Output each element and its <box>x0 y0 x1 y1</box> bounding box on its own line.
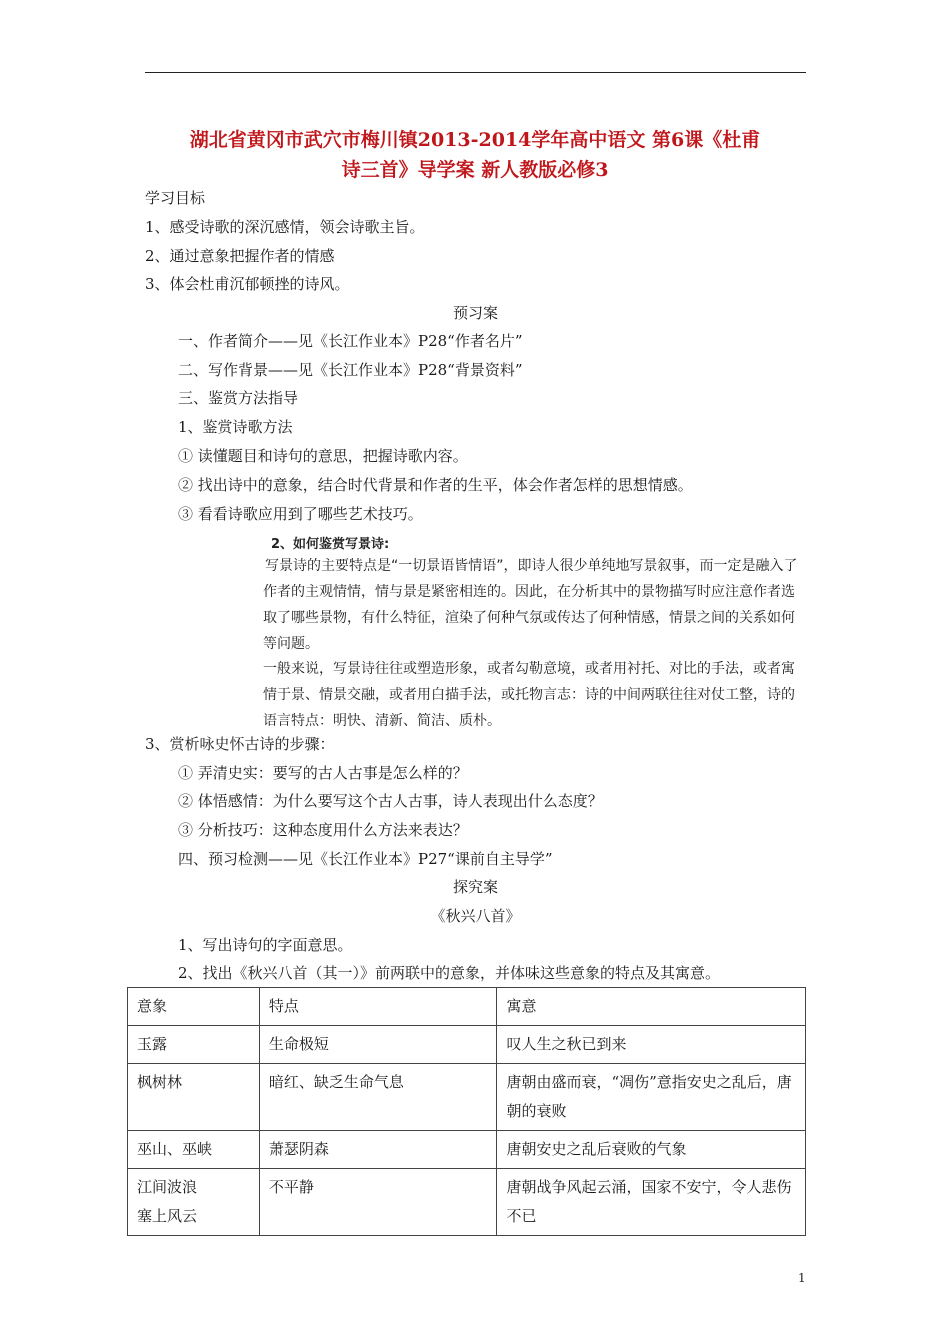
guide-paragraph <box>263 553 808 657</box>
preview-item: 一、作者简介——见《长江作业本》P28“作者名片” <box>178 332 523 350</box>
imagery-table <box>127 987 806 1236</box>
table-row <box>128 1169 806 1236</box>
section-heading-explore: 探究案 <box>452 878 498 896</box>
header-rule <box>145 72 806 73</box>
step-heading: 3、赏析咏史怀古诗的步骤： <box>145 735 335 753</box>
table-cell: 叹人生之秋已到来 <box>497 1026 806 1064</box>
guide-paragraph-text: 写景诗的主要特点是“一切景语皆情语”，即诗人很少单纯地写景叙事，而一定是融入了作者的主观情情，情与景是紧密相连的。因此，在分析其中的景物描写时应注意作者选取了哪些景物，有什么特征，渲染了何种气氛或传达了何种情感，情景之间的关系如何等问题。 <box>263 558 798 652</box>
table-row <box>128 1064 806 1131</box>
table-cell: 玉露 <box>128 1026 260 1064</box>
task-item: 1、写出诗句的字面意思。 <box>178 936 353 954</box>
guide-paragraph <box>263 656 808 734</box>
table-cell: 萧瑟阴森 <box>259 1131 497 1169</box>
objective-item: 1、感受诗歌的深沉感情，领会诗歌主旨。 <box>145 218 425 236</box>
section-heading-preview: 预习案 <box>452 304 498 322</box>
task-item: 2、找出《秋兴八首（其一）》前两联中的意象，并体味这些意象的特点及其寓意。 <box>178 964 721 982</box>
table-header-cell: 意象 <box>128 988 260 1026</box>
guide-paragraph-text: 一般来说，写景诗往往或塑造形象，或者勾勒意境，或者用衬托、对比的手法，或者寓情于景、情景交融，或者用白描手法，或托物言志：诗的中间两联往往对仗工整，诗的语言特点：明快、清新、简洁、质朴。 <box>263 661 795 729</box>
table-cell: 枫树林 <box>128 1064 260 1131</box>
method-item: ③ 看看诗歌应用到了哪些艺术技巧。 <box>178 505 423 523</box>
method-heading: 1、鉴赏诗歌方法 <box>178 418 293 436</box>
table-row <box>128 1131 806 1169</box>
document-title-line-2: 诗三首》导学案 新人教版必修3 <box>341 159 609 181</box>
table-header-cell: 特点 <box>259 988 497 1026</box>
table-cell: 不平静 <box>259 1169 497 1236</box>
table-header-cell: 寓意 <box>497 988 806 1026</box>
poem-title: 《秋兴八首》 <box>430 907 521 925</box>
table-cell: 江间波浪 塞上风云 <box>128 1169 260 1236</box>
objective-item: 2、通过意象把握作者的情感 <box>145 247 335 265</box>
table-cell: 唐朝由盛而衰，“凋伤”意指安史之乱后，唐朝的衰败 <box>497 1064 806 1131</box>
table-cell: 巫山、巫峡 <box>128 1131 260 1169</box>
preview-item: 三、鉴赏方法指导 <box>178 389 299 407</box>
page-number: 1 <box>798 1271 806 1285</box>
table-row <box>128 1026 806 1064</box>
step-item: ③ 分析技巧：这种态度用什么方法来表达？ <box>178 821 468 839</box>
guide-heading: 2、如何鉴赏写景诗: <box>271 537 390 552</box>
preview-check: 四、预习检测——见《长江作业本》P27“课前自主导学” <box>178 850 553 868</box>
objective-item: 3、体会杜甫沉郁顿挫的诗风。 <box>145 275 350 293</box>
table-cell: 暗红、缺乏生命气息 <box>259 1064 497 1131</box>
table-cell: 生命极短 <box>259 1026 497 1064</box>
method-item: ① 读懂题目和诗句的意思，把握诗歌内容。 <box>178 447 468 465</box>
preview-item: 二、写作背景——见《长江作业本》P28“背景资料” <box>178 361 523 379</box>
section-heading-objectives: 学习目标 <box>145 189 206 207</box>
table-cell: 唐朝战争风起云涌，国家不安宁，令人悲伤不已 <box>497 1169 806 1236</box>
scenery-poem-guide <box>263 533 808 728</box>
step-item: ② 体悟感情：为什么要写这个古人古事，诗人表现出什么态度？ <box>178 792 603 810</box>
method-item: ② 找出诗中的意象，结合时代背景和作者的生平，体会作者怎样的思想情感。 <box>178 476 693 494</box>
step-item: ① 弄清史实：要写的古人古事是怎么样的？ <box>178 764 468 782</box>
table-cell: 唐朝安史之乱后衰败的气象 <box>497 1131 806 1169</box>
document-title-line-1: 湖北省黄冈市武穴市梅川镇2013-2014学年高中语文 第6课《杜甫 <box>189 129 761 151</box>
table-header-row <box>128 988 806 1026</box>
